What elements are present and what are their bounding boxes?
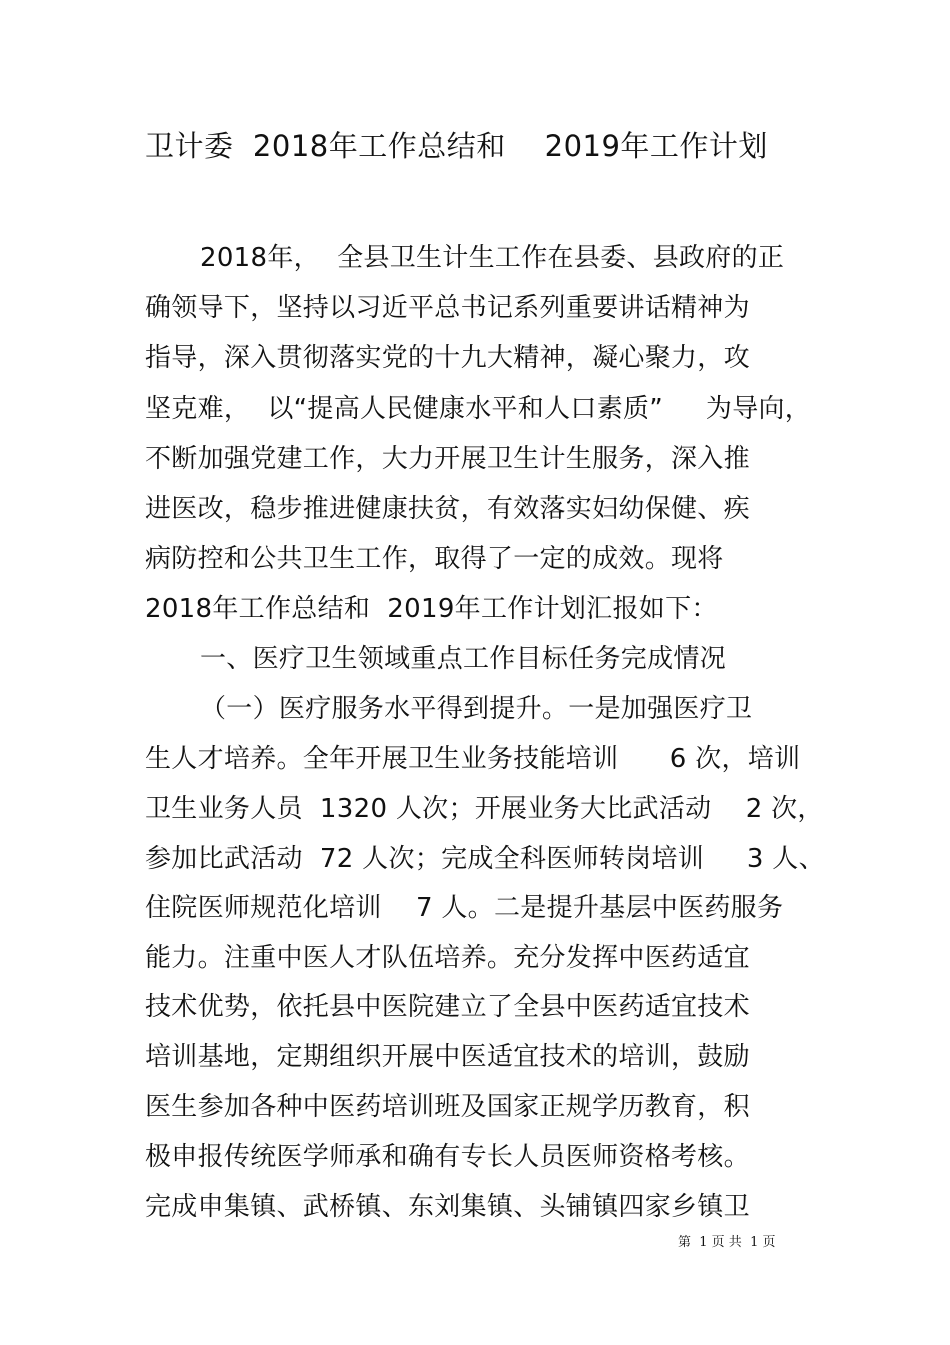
body-line: 2018年， 全县卫生计生工作在县委、县政府的正 <box>200 243 785 273</box>
body-line: 能力。注重中医人才队伍培养。充分发挥中医药适宜 <box>145 943 750 973</box>
body-line: 生人才培养。全年开展卫生业务技能培训 6 次，培训 <box>145 744 801 774</box>
body-line: 病防控和公共卫生工作，取得了一定的成效。现将 <box>145 544 724 574</box>
body-line: 培训基地，定期组织开展中医适宜技术的培训，鼓励 <box>145 1042 750 1072</box>
document-title: 卫计委 2018年工作总结和 2019年工作计划 <box>145 129 768 163</box>
body-line: 技术优势，依托县中医院建立了全县中医药适宜技术 <box>145 992 750 1022</box>
body-line: 指导，深入贯彻落实党的十九大精神，凝心聚力，攻 <box>145 343 750 373</box>
body-line: 完成申集镇、武桥镇、东刘集镇、头铺镇四家乡镇卫 <box>145 1192 750 1222</box>
body-line: 不断加强党建工作，大力开展卫生计生服务，深入推 <box>145 444 750 474</box>
body-line: 极申报传统医学师承和确有专长人员医师资格考核。 <box>145 1142 750 1172</box>
body-line: 确领导下，坚持以习近平总书记系列重要讲话精神为 <box>145 293 750 323</box>
subsection-heading: （一）医疗服务水平得到提升。一是加强医疗卫 <box>200 694 753 724</box>
body-line: 2018年工作总结和 2019年工作计划汇报如下： <box>145 594 718 624</box>
page-number-footer: 第 1 页 共 1 页 <box>678 1235 776 1250</box>
body-line: 坚克难， 以“提高人民健康水平和人口素质” 为导向， <box>145 394 812 424</box>
body-line: 住院医师规范化培训 7 人。二是提升基层中医药服务 <box>145 893 784 923</box>
body-line: 医生参加各种中医药培训班及国家正规学历教育，积 <box>145 1092 750 1122</box>
body-line: 卫生业务人员 1320 人次；开展业务大比武活动 2 次， <box>145 794 824 824</box>
section-heading: 一、医疗卫生领域重点工作目标任务完成情况 <box>200 644 727 674</box>
body-line: 进医改，稳步推进健康扶贫，有效落实妇幼保健、疾 <box>145 494 750 524</box>
body-line: 参加比武活动 72 人次；完成全科医师转岗培训 3 人、 <box>145 844 825 874</box>
